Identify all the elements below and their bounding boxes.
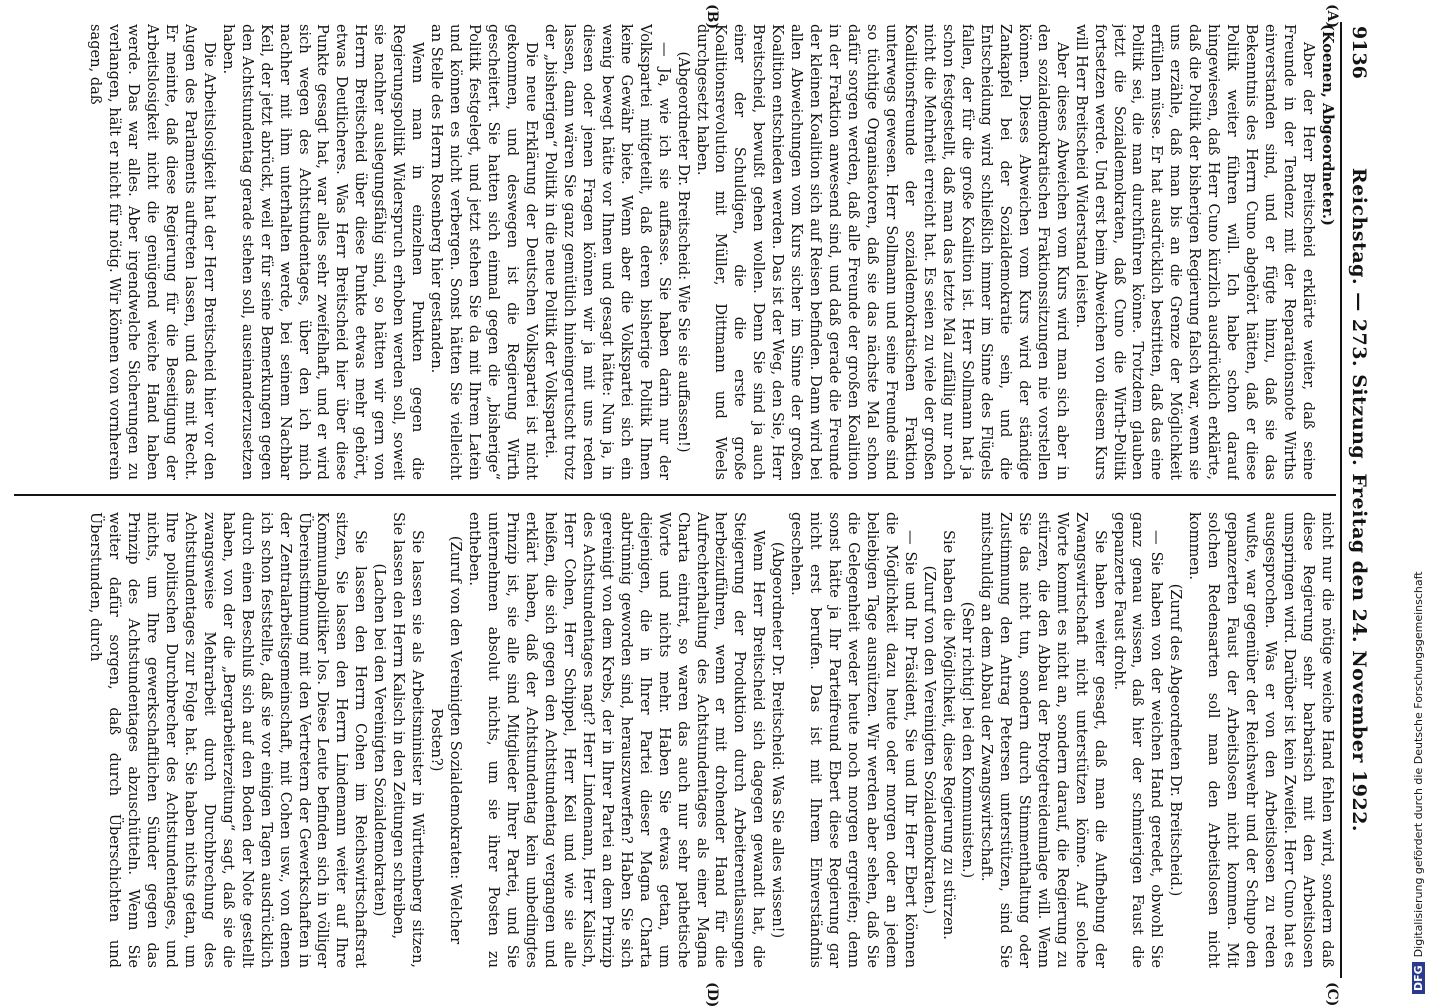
paragraph: (Abgeordneter Dr. Breitscheid: Wie Sie sie auffassen!)	[674, 51, 692, 453]
margin-mark-d: (D)	[704, 982, 720, 1007]
dfg-credit	[1412, 571, 1425, 994]
paragraph: Sie haben weiter gesagt, daß man die Aufhebung der Zwangswirtschaft nicht unterstützen könne. Auf solche Worte kommt es nicht an, sondern darauf, die Regierung zu stürzen, die den Abbau der Brotgetreideumlage will. Wenn Sie das nicht tun, sondern durch Stimmenthaltung oder Zustimmung den Antrag Petersen unterstützen, sind Sie mitschuldig an dem Abbau der Zwangswirtschaft.	[977, 512, 1109, 968]
page-header	[1340, 22, 1374, 978]
paragraph: Wenn man in einzelnen Punkten gegen die Regierungspolitik Widerspruch erhoben werden soll, soweit sie nachher auslegungsfähig sind, so hätten wir gern von Herrn Breitscheid über diese Punkte etwas mehr gehört, etwas Deutlicheres. Was Herr Breitscheid hier über diese Punkte gesagt hat, war alles sehr zweifelhaft, und er wird sich wegen des Achtstundentages, über den ich mich nachher mit ihm unterhalten werde, bei seinem Nachbar Keil, der jetzt abrückt, weil er für seine Bemerkungen gegen den Achtstundentag gerade stehen soll, auseinanderzusetzen haben.	[219, 24, 427, 480]
paragraph: (Sehr richtig! bei den Kommunisten.)	[958, 601, 976, 879]
margin-mark-c: (C)	[1324, 982, 1340, 1007]
paragraph: Aber der Herr Breitscheid erklärte weiter, daß seine Freunde in der Tendenz mit der Reparationsnote Wirths einverstanden sind, und er fügte hinzu, daß sie das Bekenntnis des Herrn Cuno abgehört hätten, daß er diese Politik weiter führen will. Ich habe schon darauf hingewiesen, daß Herr Cuno kürzlich ausdrücklich erklärte, daß die Politik der bisherigen Regierung falsch war, wenn sie uns erzähle, daß man bis an die Grenze der Möglichkeit erfüllen müsse. Er hat ausdrücklich bestritten, daß das eine Politik sei, die man durchführen könne. Trotzdem glauben jetzt die Sozialdemokraten, daß Cuno die Wirth-Politik fortsetzen werde. Und erst beim Abweichen von diesem Kurs will Herr Breitscheid Widerstand leisten.	[1072, 24, 1318, 480]
paragraph: (Lachen bei den Vereinigten Sozialdemokraten)	[371, 563, 389, 917]
paragraph: Die Arbeitslosigkeit hat der Herr Breitscheid hier vor den Augen des Parlaments auftreten lassen, und das mit Recht. Er meinte, daß diese Regierung für die Beseitigung der Arbeitslosigkeit nicht die genügend weiche Hand haben werde. Das war alles. Aber irgendwelche Sicherungen zu verlangen, hält er nicht für nötig. Wir können von vornherein sagen, daß	[87, 24, 218, 480]
paragraph: Wenn Herr Breitscheid sich dagegen gewandt hat, die Steigerung der Produktion durch Arbeiterentlassungen herbeizuführen, wenn er mit drohender Hand für die Aufrechterhaltung des Achtstundentages als einer Magna Charta eintrat, so waren das auch nur sehr pathetische Worte und nichts mehr. Haben Sie etwas getan, um diejenigen, die in Ihrer Partei dieser Magna Charta abtrünnig geworden sind, herauszuwerfen? Haben Sie sich gereinigt von dem Krebs, der in Ihrer Partei an dem Prinzip des Achtstundentages nagt? Herr Lindemann, Herr Kalisch, Herr Cohen, Herr Schippel, Herr Keil und wie sie alle heißen, die sich gegen den Achtstundentag vergangen und erklärt haben, daß der Achtstundentag kein unbedingtes Prinzip ist, sie alle sind Mitglieder Ihrer Partei, und Sie unternehmen absolut nichts, um sie ihrer Posten zu entheben.	[466, 512, 768, 968]
paragraph: — Sie haben von der weichen Hand geredet, obwohl Sie ganz genau wissen, daß hier der schmierigen Faust die gepanzerte Faust droht.	[1110, 512, 1166, 968]
paragraph: Sie haben die Möglichkeit, diese Regierung zu stürzen.	[939, 530, 957, 940]
paragraph: — Ja, wie ich sie auffasse. Sie haben darin nur der Volkspartei mitgeteilt, daß deren bisherige Politik Ihnen keine Gewähr biete. Wenn aber die Volkspartei sich ein wenig bewegt hätte vor Ihnen und gesagt hätte: Nun ja, in diesen oder jenen Fragen können wir ja mit uns reden lassen, dann wären Sie ganz gemütlich hineingerutscht trotz der „bisherigen“ Politik in die neue Politik der Volkspartei.	[541, 24, 673, 480]
paragraph: nicht nur die nötige weiche Hand fehlen wird, sondern daß diese Regierung sehr barbarisch mit den Arbeitslosen umspringen wird. Darüber ist kein Zweifel. Herr Cuno hat es ausgesprochen. Was er von den Arbeitslosen zu reden wußte, war gegenüber der Reichswehr und der Schupo den gepanzerten Faust der Arbeitslosen nicht kommen. Mit solchen Redensarten soll man den Arbeitslosen nicht kommen.	[1186, 512, 1336, 968]
page-title: Reichstag. — 273. Sitzung. Freitag den 24. November 1922.	[1348, 167, 1370, 833]
paragraph: (Zuruf von den Vereinigten Sozialdemokraten: Welcher Posten?)	[428, 535, 465, 945]
paragraph: (Zuruf des Abgeordneten Dr. Breitscheid.)	[1167, 583, 1185, 897]
paragraph: (Koenen, Abgeordneter.)	[1319, 24, 1336, 226]
page-number: 9136	[1348, 26, 1370, 79]
paragraph: (Abgeordneter Dr. Breitscheid: Was Sie alles wissen!)	[769, 541, 787, 939]
paragraph: (Zuruf von den Vereinigten Sozialdemokraten.)	[920, 565, 938, 915]
left-column	[14, 24, 1336, 480]
margin-mark-b: (B)	[704, 4, 720, 30]
paragraph: Sie lassen sie als Arbeitsminister in Württemberg sitzen, Sie lassen den Herrn Kalisch in den Zeitungen schreiben,	[390, 512, 427, 968]
paragraph: Aber dieses Abweichen vom Kurs wird man sich aber in den sozialdemokratischen Fraktionssitzungen nie vorstellen können. Dieses Abweichen vom Kurs wird der ständige Zankapfel bei der Sozialdemokratie sein, und die Entscheidung wird schließlich immer im Sinne des Flügels fallen, der für die große Koalition ist. Herr Sollmann hat ja schon festgestellt, daß man das letzte Mal zufällig nur noch nicht die Mehrheit erreicht hat. Es seien zu viele der großen Koalitionsfreunde der sozialdemokratischen Fraktion unterwegs gewesen. Herr Sollmann und seine Freunde sind so tüchtige Organisatoren, daß sie das nächste Mal schon dafür sorgen werden, daß alle Freunde der großen Koalition in der Fraktion anwesend sind, und daß gerade die Freunde der kleinen Koalition sich auf Reisen befinden. Dann wird bei allen Abweichungen vom Kurs sicher im Sinne der großen Koalition entschieden werden. Das ist der Weg, den Sie, Herr Breitscheid, bewußt gehen wollen. Denn Sie sind ja auch einer der Schuldigen, die die erste große Koalitionsrevolution mit Müller, Dittmann und Weels durchgesetzt haben.	[693, 24, 1071, 480]
credit-text: Digitalisierung gefördert durch die Deutsche Forschungsgemeinschaft	[1412, 571, 1425, 958]
paragraph: Die neue Erklärung der Deutschen Volkspartei ist nicht gekommen, und deswegen ist die Regierung Wirth gescheitert. Sie hatten sich einmal gegen die „bisherige“ Politik festgelegt, und jetzt stehen Sie da mit Ihrem Latein und können es nicht verbergen. Sonst hätten Sie vielleicht an Stelle des Herrn Rosenberg hier gestanden.	[428, 24, 540, 480]
paragraph: Sie lassen den Herrn Cohen im Reichswirtschaftsrat sitzen, Sie lassen den Herrn Lindemann weiter auf Ihre Kommunalpolitiker los. Diese Leute befinden sich in völliger Übereinstimmung mit den Vertretern der Gewerkschaften in der Zentralarbeitsgemeinschaft, mit Cohen usw., von denen ich schon feststellte, daß sie vor einigen Tagen ausdrücklich durch einen Beschluß sich auf den Boden der Note gestellt haben, von der die „Bergarbeiterzeitung“ sagt, daß sie die zwangsweise Mehrarbeit durch Durchbrechung des Achtstundentages zur Folge hat. Sie haben nichts getan, um Ihre politischen Durchbrecher des Achtstundentages, und nichts, um Ihre gewerkschaftlichen Sünder gegen das Prinzip des Achtstundentages abzuschütteln. Wenn Sie weiter dafür sorgen, daß durch Überschichten und Überstunden, durch	[87, 512, 370, 968]
right-column	[14, 512, 1336, 968]
margin-mark-a: (A)	[1324, 4, 1340, 29]
paragraph: — Sie und Ihr Präsident, Sie und Ihr Herr Ebert können die Möglichkeit dazu heute oder morgen oder an jedem beliebigen Tage ausnützen. Wir werden aber sehen, daß Sie die Gelegenheit weder heute noch morgen ergreifen; denn sonst hätte ja Ihr Parteifreund Ebert diese Regierung gar nicht erst berufen. Das ist mit Ihrem Einverständnis geschehen.	[788, 512, 920, 968]
column-divider	[14, 494, 1336, 496]
dfg-logo: DFG	[1412, 962, 1425, 994]
